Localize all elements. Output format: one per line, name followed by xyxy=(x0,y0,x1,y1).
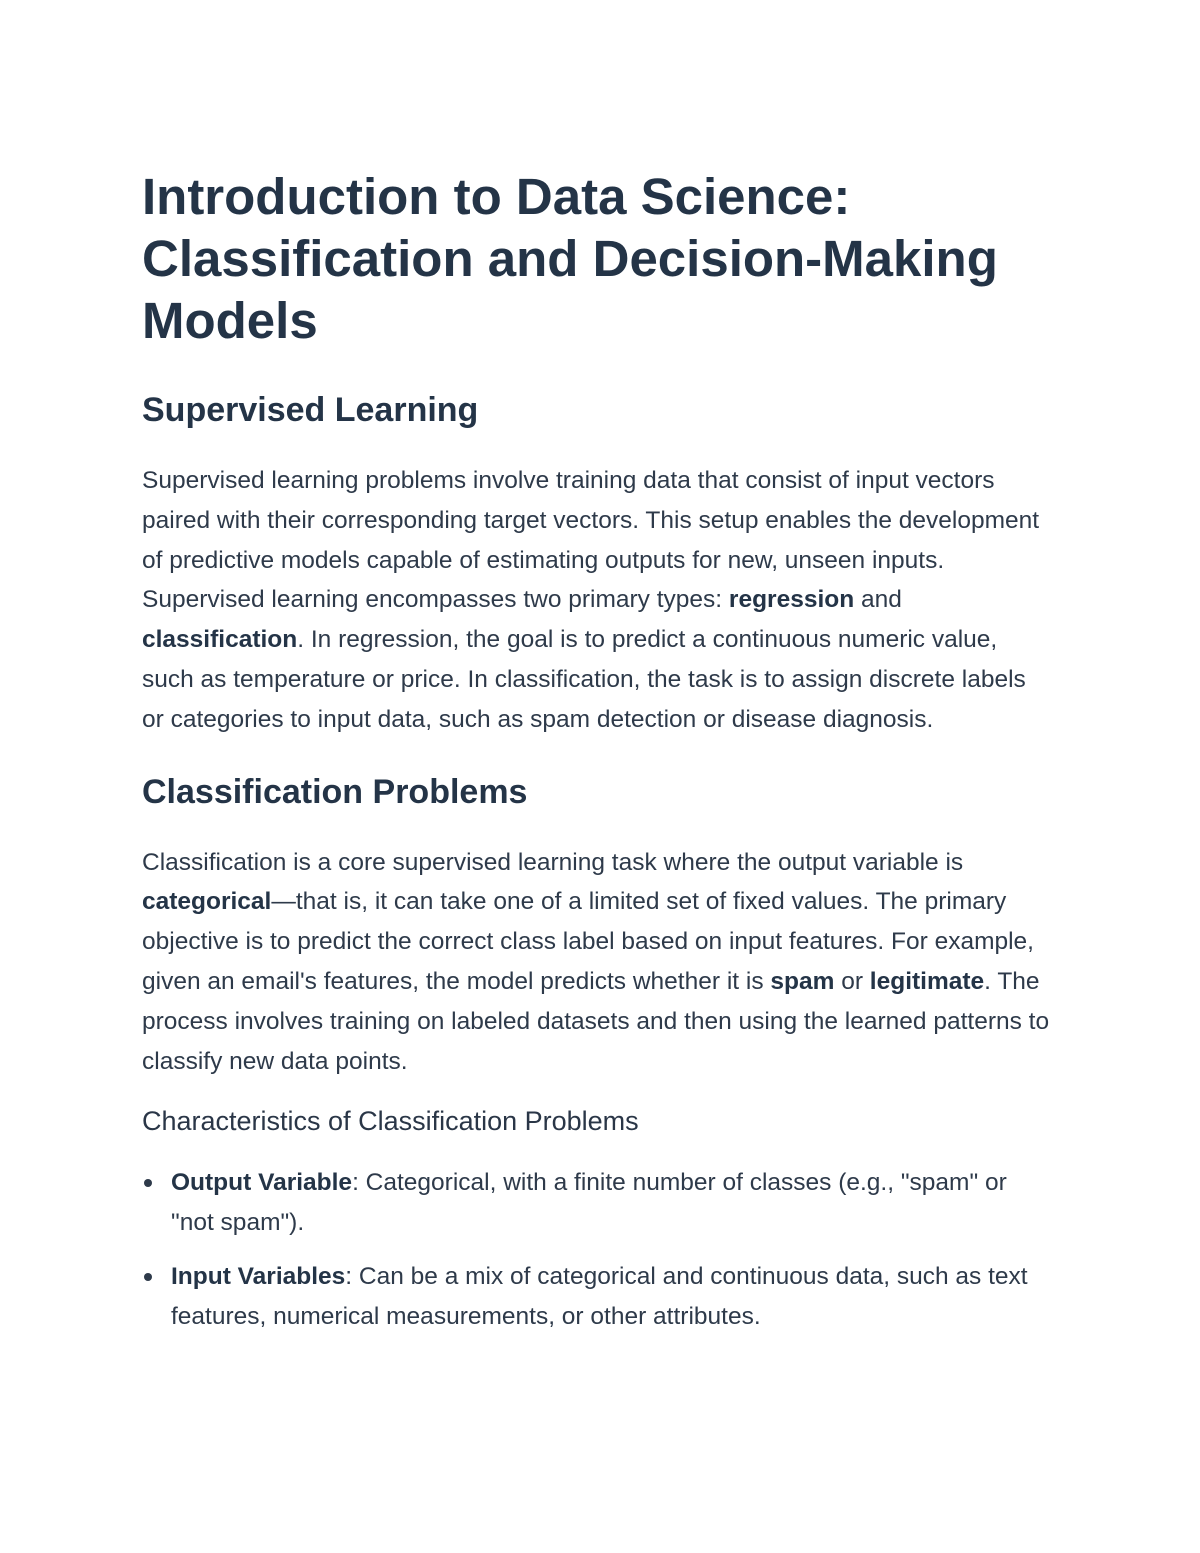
paragraph-text: . In regression, the goal is to predict a continuous numeric value, such as temperature or price. In classification, the task is to assign discrete labels or categories to input data, such as spam detection or disease diagnosis. xyxy=(142,626,1026,733)
list-item-label: Output Variable xyxy=(171,1169,353,1197)
paragraph-text: —that is, it can take one of a limited set of fixed values. The primary objective is to predict the correct class label based on input features. For example, given an email's features, the model predicts whether it is xyxy=(142,888,1034,995)
term-legitimate: legitimate xyxy=(869,967,985,995)
title-line-3: Models xyxy=(142,292,318,349)
paragraph-text: . The process involves training on labeled datasets and then using the learned patterns to classify new data points. xyxy=(142,967,1050,1075)
term-classification: classification xyxy=(142,626,298,654)
paragraph-text: Supervised learning problems involve training data that consist of input vectors paired with their corresponding target vectors. This setup enables the development of predictive models capable of estimating outputs for new, unseen inputs. Supervised learning encompasses two primary types: xyxy=(142,467,1040,614)
list-item-text: : Categorical, with a finite number of classes (e.g., "spam" or "not spam"). xyxy=(171,1169,1007,1237)
term-regression: regression xyxy=(728,586,855,614)
paragraph-text: Classification is a core supervised learning task where the output variable is xyxy=(142,848,964,876)
list-item-label: Input Variables xyxy=(171,1262,346,1290)
list-item xyxy=(142,1163,1052,1243)
paragraph-text: and xyxy=(854,586,902,614)
title-line-1: Introduction to Data Science: xyxy=(142,168,851,225)
list-item xyxy=(142,1257,1052,1337)
classification-paragraph xyxy=(142,843,1052,1082)
classification-problems-heading: Classification Problems xyxy=(142,772,528,811)
term-categorical: categorical xyxy=(142,888,272,916)
page-title xyxy=(142,166,1052,352)
title-line-2: Classification and Decision-Making xyxy=(142,230,998,287)
document-page xyxy=(142,160,1052,1351)
characteristics-list xyxy=(142,1163,1052,1336)
bullet-icon xyxy=(144,1179,152,1187)
bullet-icon xyxy=(144,1273,152,1281)
characteristics-heading: Characteristics of Classification Problems xyxy=(142,1106,639,1137)
list-item-text: : Can be a mix of categorical and continuous data, such as text features, numerical measurements, or other attributes. xyxy=(171,1262,1028,1330)
supervised-learning-paragraph xyxy=(142,461,1052,740)
term-spam: spam xyxy=(770,967,835,995)
paragraph-text: or xyxy=(834,967,870,995)
supervised-learning-heading: Supervised Learning xyxy=(142,391,479,429)
